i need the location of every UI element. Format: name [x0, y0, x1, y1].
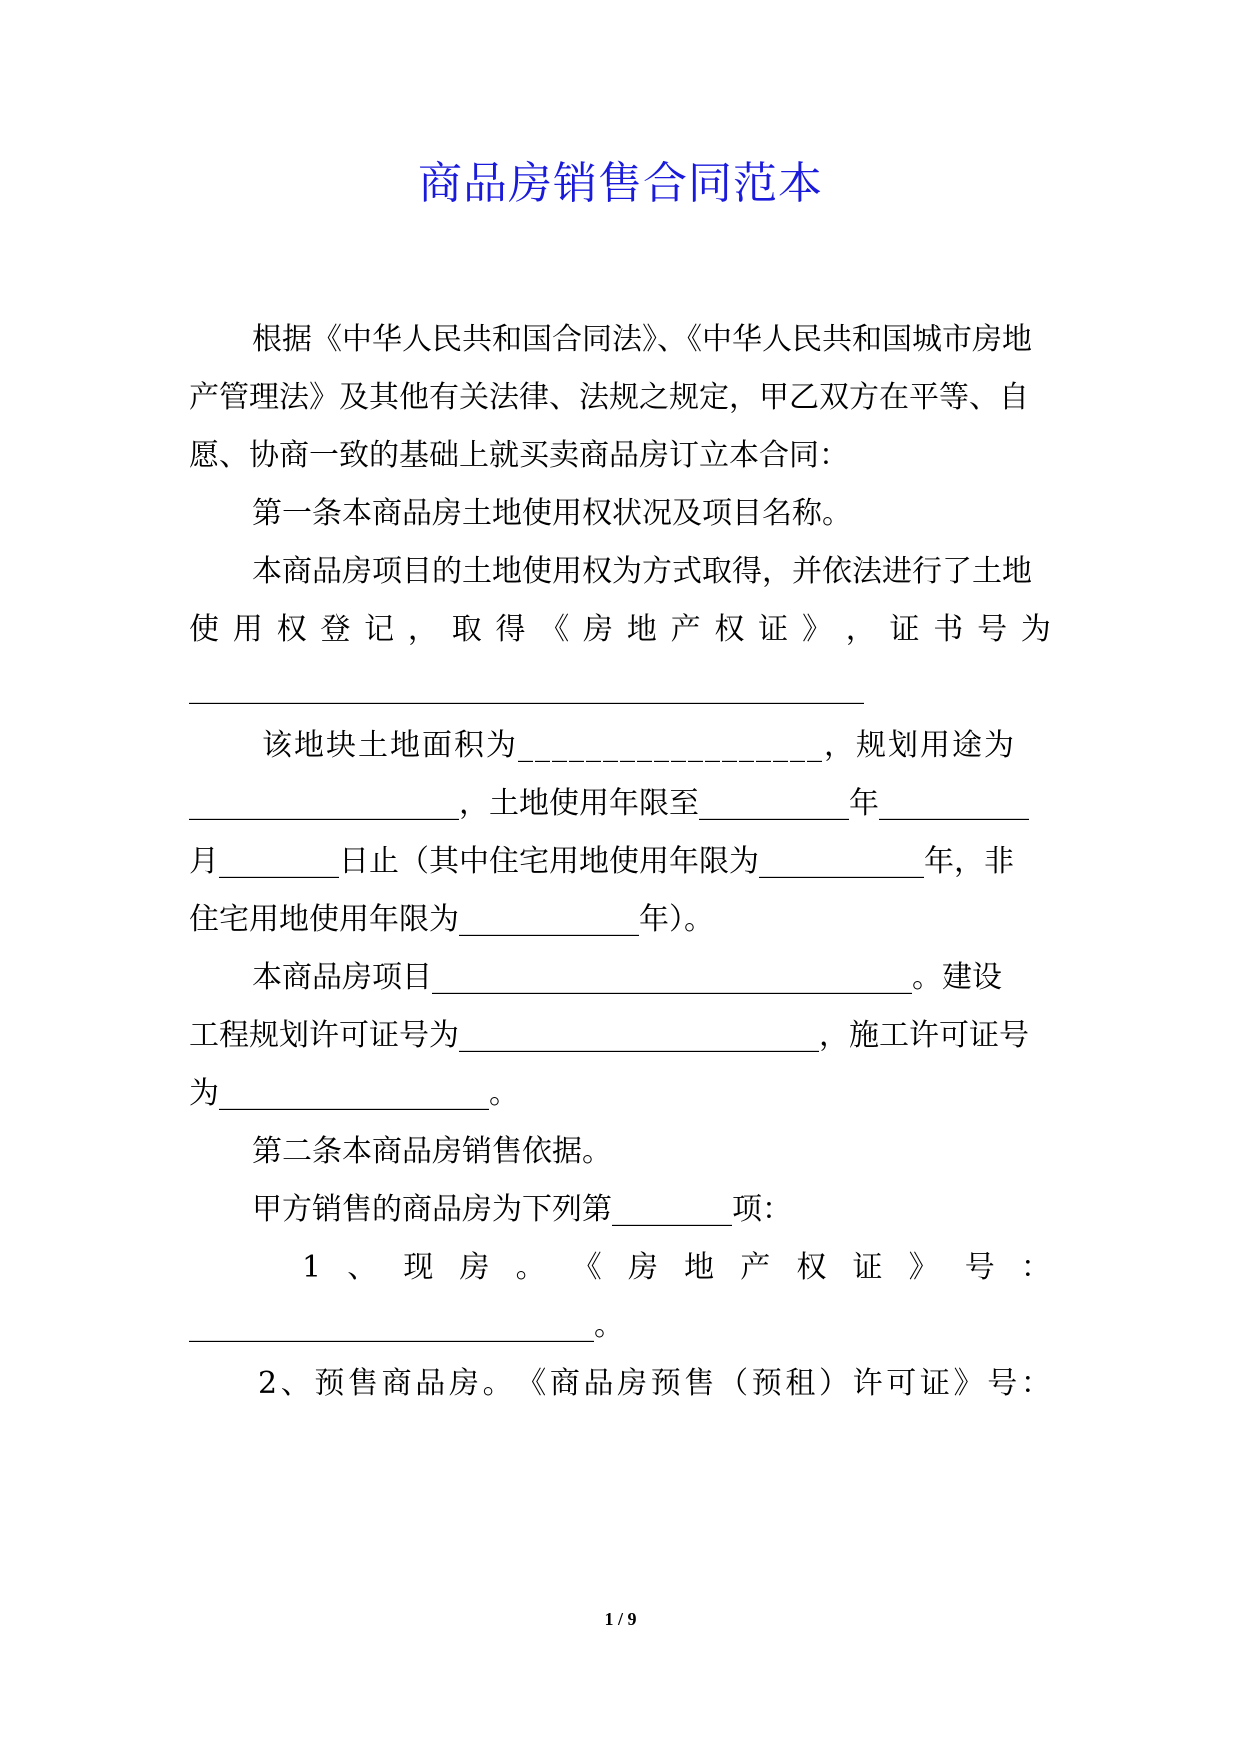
justified-char: ） [818, 1366, 849, 1401]
justified-char: 号 [987, 1366, 1018, 1401]
paragraph-line: 工程规划许可证号为________________________，施工许可证号 [189, 1018, 1029, 1053]
justified-char: 《 [516, 1366, 547, 1401]
paragraph-line: 为__________________。 [189, 1076, 519, 1111]
justified-char: 用 [232, 612, 263, 647]
paragraph-line: 本商品房项目的土地使用权为方式取得，并依法进行了土地 [252, 554, 1032, 589]
page-number: 1 / 9 [604, 1609, 637, 1629]
justified-char: 》 [908, 1250, 939, 1285]
justified-char: ， [845, 612, 876, 647]
justified-char: 得 [495, 612, 526, 647]
justified-char: 》 [801, 612, 832, 647]
justified-char: 证 [852, 1250, 883, 1285]
justified-char: 。 [515, 1250, 546, 1285]
page-title: 商品房销售合同范本 [418, 158, 823, 209]
justified-char: 2 [258, 1366, 278, 1401]
article-heading: 第二条本商品房销售依据。 [252, 1134, 612, 1169]
justified-char: 预 [314, 1366, 345, 1401]
justified-char: 为 [1020, 612, 1051, 647]
justified-char: ： [1020, 1250, 1051, 1285]
justified-char: 产 [740, 1250, 771, 1285]
justified-char: 》 [953, 1366, 984, 1401]
list-item-justified [302, 1248, 1051, 1288]
justified-char: 商 [549, 1366, 580, 1401]
justified-char: 权 [796, 1250, 827, 1285]
justified-char: ， [407, 612, 438, 647]
justified-char: 《 [539, 612, 570, 647]
paragraph-line: 月________日止（其中住宅用地使用年限为___________年，非 [189, 844, 1014, 879]
blank-fill-line: _____________________________________________ [189, 670, 864, 705]
justified-char: 房 [627, 1250, 658, 1285]
justified-char: 号 [964, 1250, 995, 1285]
justified-char: 预 [751, 1366, 782, 1401]
paragraph-line: __________________，土地使用年限至__________年__________ [189, 786, 1029, 821]
justified-char: 。 [482, 1366, 513, 1401]
paragraph-line: 该地块土地面积为__________________，规划用途为 [262, 728, 1016, 763]
justified-char: 记 [364, 612, 395, 647]
justified-char: 号 [977, 612, 1008, 647]
justified-char: 租 [785, 1366, 816, 1401]
justified-char: 1 [302, 1250, 322, 1285]
justified-char: 地 [626, 612, 657, 647]
justified-char: 许 [852, 1366, 883, 1401]
justified-char: 商 [381, 1366, 412, 1401]
justified-char: 售 [348, 1366, 379, 1401]
justified-char: 预 [650, 1366, 681, 1401]
justified-char: 可 [886, 1366, 917, 1401]
justified-char: （ [718, 1366, 749, 1401]
list-item-justified [258, 1364, 1051, 1404]
paragraph-line-justified [189, 610, 1051, 650]
justified-char: 房 [583, 612, 614, 647]
justified-char: 品 [415, 1366, 446, 1401]
justified-char: 地 [684, 1250, 715, 1285]
justified-char: 证 [919, 1366, 950, 1401]
justified-char: 证 [758, 612, 789, 647]
paragraph-line: 住宅用地使用年限为____________年）。 [189, 902, 714, 937]
paragraph-line: 愿、协商一致的基础上就买卖商品房订立本合同： [189, 438, 849, 473]
justified-char: 权 [276, 612, 307, 647]
justified-char: 使 [189, 612, 219, 647]
paragraph-line: 本商品房项目________________________________。建设 [252, 960, 1002, 995]
justified-char: 证 [889, 612, 920, 647]
justified-char: 、 [347, 1250, 378, 1285]
justified-char: 《 [571, 1250, 602, 1285]
justified-char: 房 [459, 1250, 490, 1285]
justified-char: 品 [583, 1366, 614, 1401]
paragraph-line: 根据《中华人民共和国合同法》、《中华人民共和国城市房地 [252, 322, 1032, 357]
blank-fill-line: ___________________________。 [189, 1308, 624, 1343]
justified-char: 登 [320, 612, 351, 647]
justified-char: 房 [448, 1366, 479, 1401]
justified-char: 取 [451, 612, 482, 647]
article-heading: 第一条本商品房土地使用权状况及项目名称。 [252, 496, 852, 531]
justified-char: 产 [670, 612, 701, 647]
justified-char: 权 [714, 612, 745, 647]
justified-char: ： [1020, 1366, 1051, 1401]
paragraph-line: 产管理法》及其他有关法律、法规之规定，甲乙双方在平等、自 [189, 380, 1029, 415]
justified-char: 现 [403, 1250, 434, 1285]
justified-char: 、 [280, 1366, 311, 1401]
justified-char: 书 [933, 612, 964, 647]
justified-char: 房 [617, 1366, 648, 1401]
paragraph-line: 甲方销售的商品房为下列第________项： [252, 1192, 792, 1227]
justified-char: 售 [684, 1366, 715, 1401]
